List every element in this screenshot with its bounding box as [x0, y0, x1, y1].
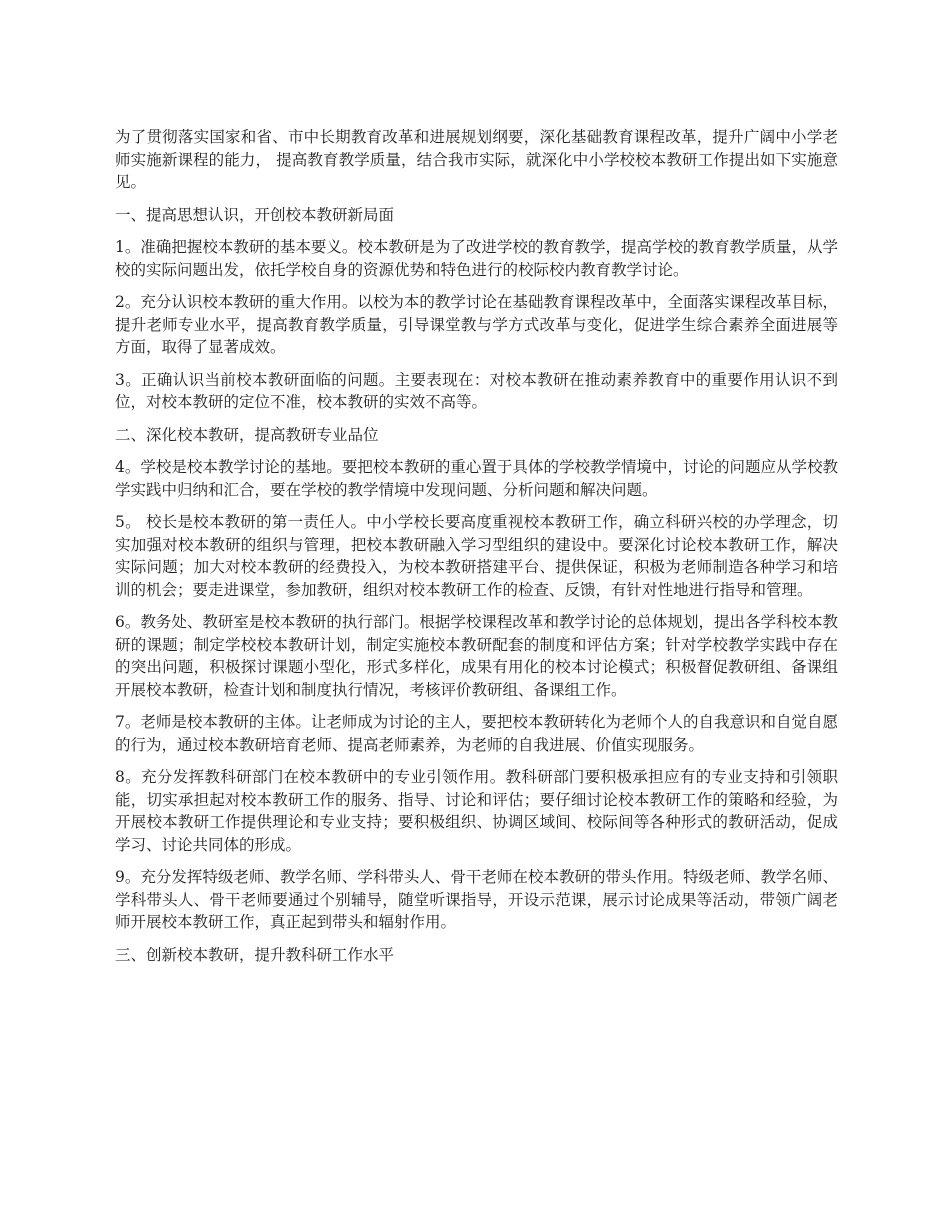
paragraph-item-4: 4。学校是校本教学讨论的基地。要把校本教研的重心置于具体的学校教学情境中，讨论的问题应从学校教学实践中归纳和汇合，要在学校的教学情境中发现问题、分析问题和解决问题。 [115, 458, 838, 499]
paragraph-item-8: 8。充分发挥教科研部门在校本教研中的专业引领作用。教科研部门要积极承担应有的专业支持和引领职能，切实承担起对校本教研工作的服务、指导、讨论和评估；要仔细讨论校本教研工作的策略和经验，为开展校本教研工作提供理论和专业支持；要积极组织、协调区域间、校际间等各种形式的教研活动，促成学习、讨论共同体的形成。 [115, 768, 838, 854]
document-page [115, 126, 838, 976]
paragraph-item-6: 6。教务处、教研室是校本教研的执行部门。根据学校课程改革和教学讨论的总体规划，提出各学科校本教研的课题；制定学校校本教研计划，制定实施校本教研配套的制度和评估方案；针对学校教学实践中存在的突出问题，积极探讨课题小型化，形式多样化，成果有用化的校本讨论模式；积极督促教研组、备课组开展校本教研，检查计划和制度执行情况，考核评价教研组、备课组工作。 [115, 613, 838, 699]
paragraph-item-7: 7。老师是校本教研的主体。让老师成为讨论的主人，要把校本教研转化为老师个人的自我意识和自觉自愿的行为，通过校本教研培育老师、提高老师素养，为老师的自我进展、价值实现服务。 [115, 713, 838, 754]
section-heading-2: 二、深化校本教研，提高教研专业品位 [115, 425, 379, 444]
paragraph-item-9: 9。充分发挥特级老师、教学名师、学科带头人、骨干老师在校本教研的带头作用。特级老师、教学名师、学科带头人、骨干老师要通过个别辅导，随堂听课指导，开设示范课，展示讨论成果等活动，带领广阔老师开展校本教研工作，真正起到带头和辐射作用。 [115, 868, 838, 931]
paragraph-item-2: 2。充分认识校本教研的重大作用。以校为本的教学讨论在基础教育课程改革中，全面落实课程改革目标，提升老师专业水平，提高教育教学质量，引导课堂教与学方式改革与变化，促进学生综合素养全面进展等方面，取得了显著成效。 [115, 293, 838, 356]
paragraph-item-1: 1。准确把握校本教研的基本要义。校本教研是为了改进学校的教育教学，提高学校的教育教学质量，从学校的实际问题出发，依托学校自身的资源优势和特色进行的校际校内教育教学讨论。 [115, 238, 838, 279]
section-heading-1: 一、提高思想认识，开创校本教研新局面 [115, 205, 395, 224]
paragraph-item-3: 3。正确认识当前校本教研面临的问题。主要表现在：对校本教研在推动素养教育中的重要作用认识不到位，对校本教研的定位不准，校本教研的实效不高等。 [115, 370, 838, 411]
paragraph-item-5: 5。 校长是校本教研的第一责任人。中小学校长要高度重视校本教研工作，确立科研兴校的办学理念，切实加强对校本教研的组织与管理，把校本教研融入学习型组织的建设中。要深化讨论校本教研工作，解决实际问题；加大对校本教研的经费投入，为校本教研搭建平台、提供保证，积极为老师制造各种学习和培训的机会；要走进课堂，参加教研，组织对校本教研工作的检查、反馈，有针对性地进行指导和管理。 [115, 513, 838, 599]
section-heading-3: 三、创新校本教研，提升教科研工作水平 [115, 945, 395, 964]
intro-paragraph: 为了贯彻落实国家和省、市中长期教育改革和进展规划纲要，深化基础教育课程改革，提升广阔中小学老师实施新课程的能力， 提高教育教学质量，结合我市实际，就深化中小学校校本教研工作提出如下实施意见。 [115, 128, 838, 191]
